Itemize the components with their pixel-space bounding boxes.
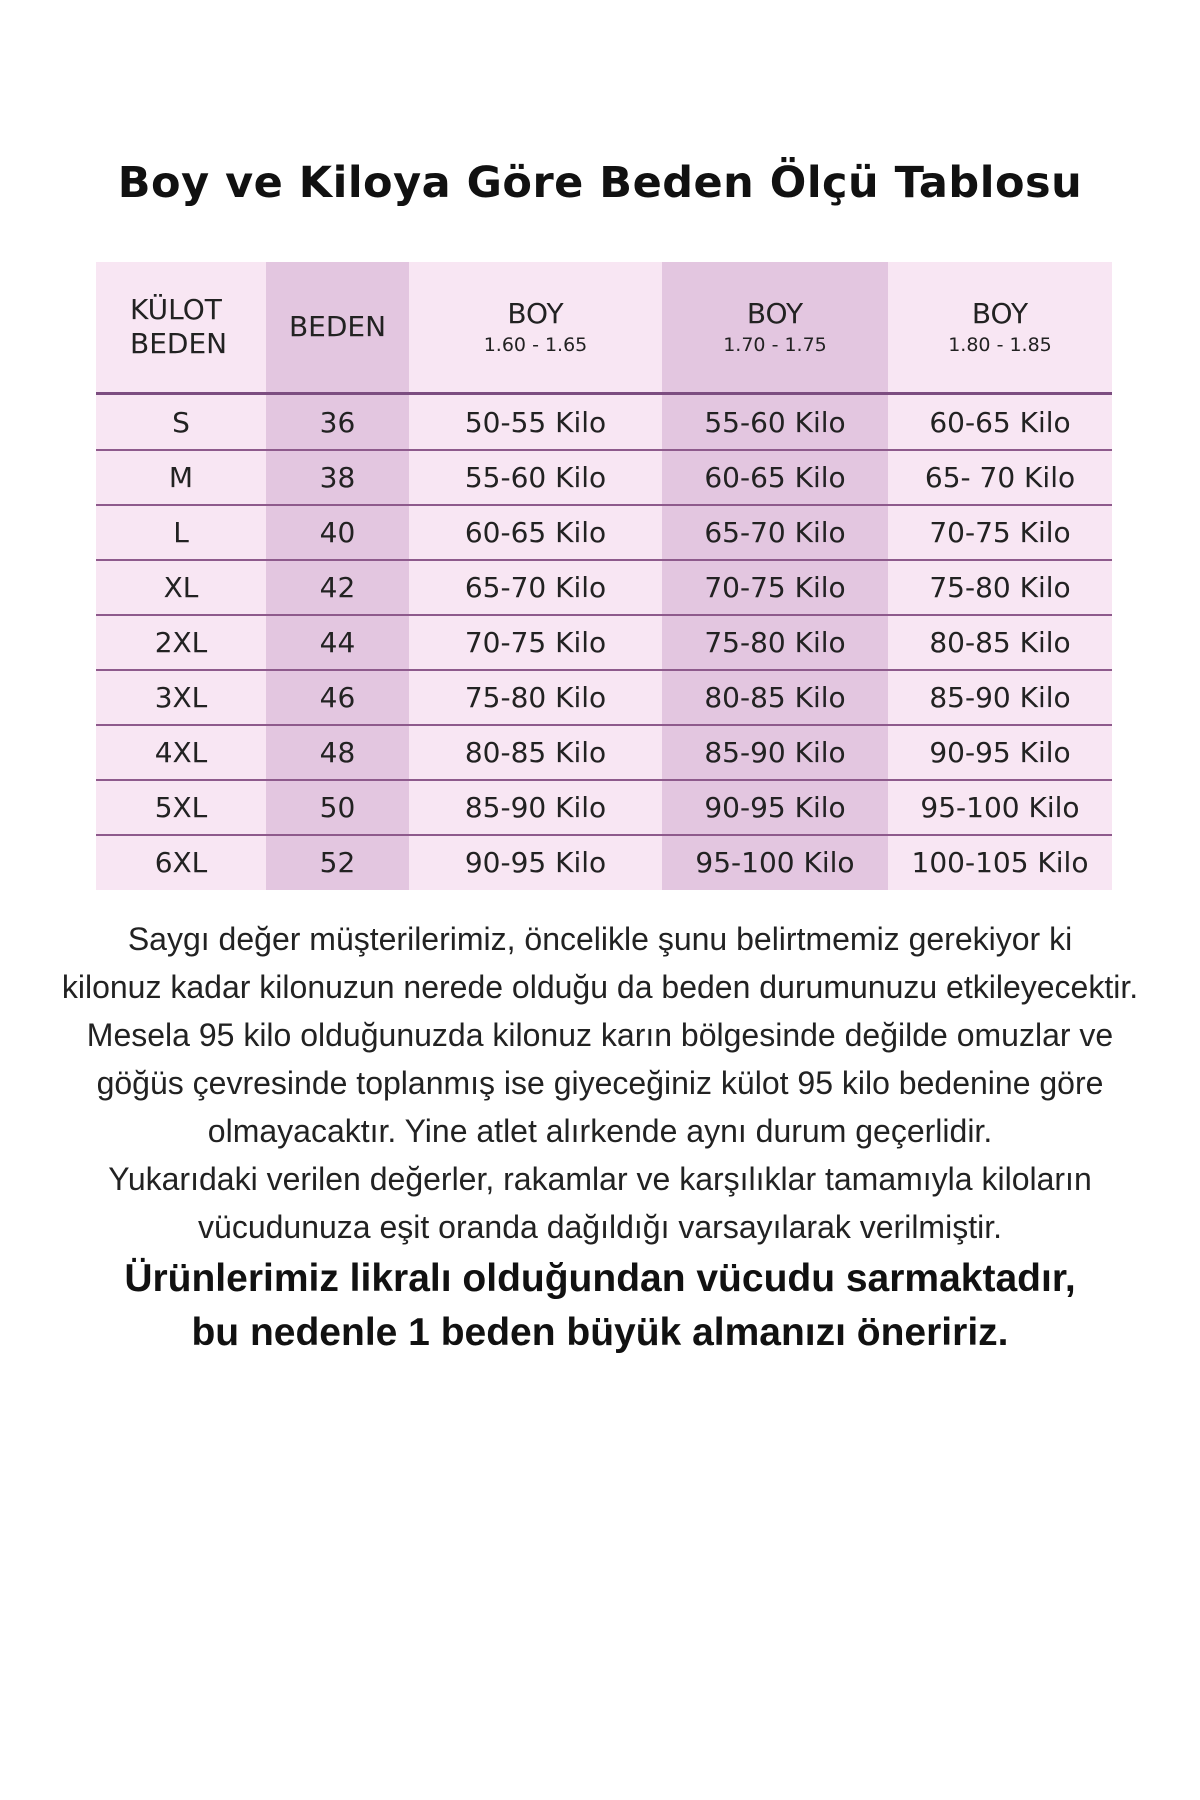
beden-cell: 42: [319, 571, 356, 604]
boy3-kilo-cell: 85-90 Kilo: [929, 681, 1071, 714]
bold-note-line: bu nedenle 1 beden büyük almanızı öneririz.: [191, 1311, 1009, 1354]
header-boy3-label: BOY: [971, 297, 1029, 330]
paragraph-line: göğüs çevresinde toplanmış ise giyeceğiniz külot 95 kilo bedenine göre: [96, 1065, 1104, 1101]
kulot-beden-cell: S: [172, 406, 190, 439]
table-row: [96, 560, 1112, 615]
table-row: [96, 505, 1112, 560]
boy1-kilo-cell: 80-85 Kilo: [464, 736, 607, 769]
header-beden: [266, 262, 409, 392]
boy1-kilo-cell: 65-70 Kilo: [464, 571, 607, 604]
header-beden-label: BEDEN: [288, 310, 387, 343]
paragraph-line: Mesela 95 kilo olduğunuzda kilonuz karın bölgesinde değilde omuzlar ve: [86, 1017, 1114, 1053]
beden-cell: 40: [319, 516, 356, 549]
header-boy1: [409, 262, 662, 392]
size-chart-table: [96, 262, 1112, 890]
boy2-kilo-cell: 65-70 Kilo: [704, 516, 846, 549]
table-row: [96, 615, 1112, 670]
boy3-kilo-cell: 70-75 Kilo: [929, 516, 1071, 549]
boy1-kilo-cell: 70-75 Kilo: [464, 626, 607, 659]
boy1-kilo-cell: 55-60 Kilo: [464, 461, 607, 494]
boy1-kilo-cell: 85-90 Kilo: [464, 791, 607, 824]
boy2-kilo-cell: 60-65 Kilo: [704, 461, 846, 494]
kulot-beden-cell: XL: [163, 571, 199, 604]
header-kulot-line1: KÜLOT: [130, 293, 222, 326]
bold-recommendation: [20, 1252, 1180, 1360]
header-boy1-range: 1.60 - 1.65: [483, 334, 588, 356]
paragraph-line: Saygı değer müşterilerimiz, öncelikle şunu belirtmemiz gerekiyor ki: [127, 921, 1073, 957]
boy3-kilo-cell: 95-100 Kilo: [920, 791, 1080, 824]
beden-cell: 48: [319, 736, 356, 769]
beden-cell: 52: [319, 846, 356, 879]
page-title: Boy ve Kiloya Göre Beden Ölçü Tablosu: [117, 158, 1083, 208]
beden-cell: 36: [319, 406, 356, 439]
kulot-beden-cell: 6XL: [154, 846, 208, 879]
boy1-kilo-cell: 50-55 Kilo: [464, 406, 607, 439]
paragraph-line: kilonuz kadar kilonuzun nerede olduğu da beden durumunuzu etkileyecektir.: [61, 969, 1139, 1005]
header-boy2: [662, 262, 888, 392]
table-row: [96, 670, 1112, 725]
table-row: [96, 835, 1112, 890]
beden-cell: 50: [319, 791, 356, 824]
kulot-beden-cell: 4XL: [154, 736, 208, 769]
info-paragraph: [20, 915, 1180, 1251]
boy1-kilo-cell: 60-65 Kilo: [464, 516, 607, 549]
boy2-kilo-cell: 85-90 Kilo: [704, 736, 846, 769]
header-boy2-label: BOY: [746, 297, 804, 330]
boy2-kilo-cell: 95-100 Kilo: [695, 846, 855, 879]
boy2-kilo-cell: 70-75 Kilo: [704, 571, 846, 604]
paragraph-line: Yukarıdaki verilen değerler, rakamlar ve karşılıklar tamamıyla kiloların: [108, 1161, 1092, 1197]
kulot-beden-cell: L: [173, 516, 189, 549]
beden-cell: 46: [319, 681, 356, 714]
paragraph-line: olmayacaktır. Yine atlet alırkende aynı durum geçerlidir.: [207, 1113, 993, 1149]
boy2-kilo-cell: 75-80 Kilo: [704, 626, 846, 659]
table-header: [96, 262, 1112, 392]
header-kulot-line2: BEDEN: [130, 327, 228, 360]
beden-cell: 38: [319, 461, 356, 494]
paragraph-line: vücudunuza eşit oranda dağıldığı varsayılarak verilmiştir.: [198, 1209, 1002, 1245]
table-row: [96, 725, 1112, 780]
boy3-kilo-cell: 100-105 Kilo: [911, 846, 1089, 879]
boy1-kilo-cell: 90-95 Kilo: [464, 846, 607, 879]
beden-cell: 44: [319, 626, 356, 659]
kulot-beden-cell: M: [168, 461, 194, 494]
boy2-kilo-cell: 90-95 Kilo: [704, 791, 846, 824]
header-boy3-range: 1.80 - 1.85: [948, 334, 1052, 356]
header-boy1-label: BOY: [507, 297, 564, 330]
boy3-kilo-cell: 75-80 Kilo: [929, 571, 1071, 604]
boy2-kilo-cell: 55-60 Kilo: [704, 406, 846, 439]
table-row: [96, 780, 1112, 835]
table-row: [96, 395, 1112, 450]
header-boy3: [888, 262, 1112, 392]
kulot-beden-cell: 2XL: [154, 626, 208, 659]
boy3-kilo-cell: 80-85 Kilo: [929, 626, 1071, 659]
boy3-kilo-cell: 65- 70 Kilo: [924, 461, 1076, 494]
boy2-kilo-cell: 80-85 Kilo: [704, 681, 846, 714]
boy3-kilo-cell: 60-65 Kilo: [929, 406, 1071, 439]
boy1-kilo-cell: 75-80 Kilo: [464, 681, 607, 714]
bold-note-line: Ürünlerimiz likralı olduğundan vücudu sarmaktadır,: [124, 1257, 1076, 1300]
table-row: [96, 450, 1112, 505]
kulot-beden-cell: 5XL: [154, 791, 208, 824]
kulot-beden-cell: 3XL: [154, 681, 208, 714]
boy3-kilo-cell: 90-95 Kilo: [929, 736, 1071, 769]
header-boy2-range: 1.70 - 1.75: [723, 334, 827, 356]
